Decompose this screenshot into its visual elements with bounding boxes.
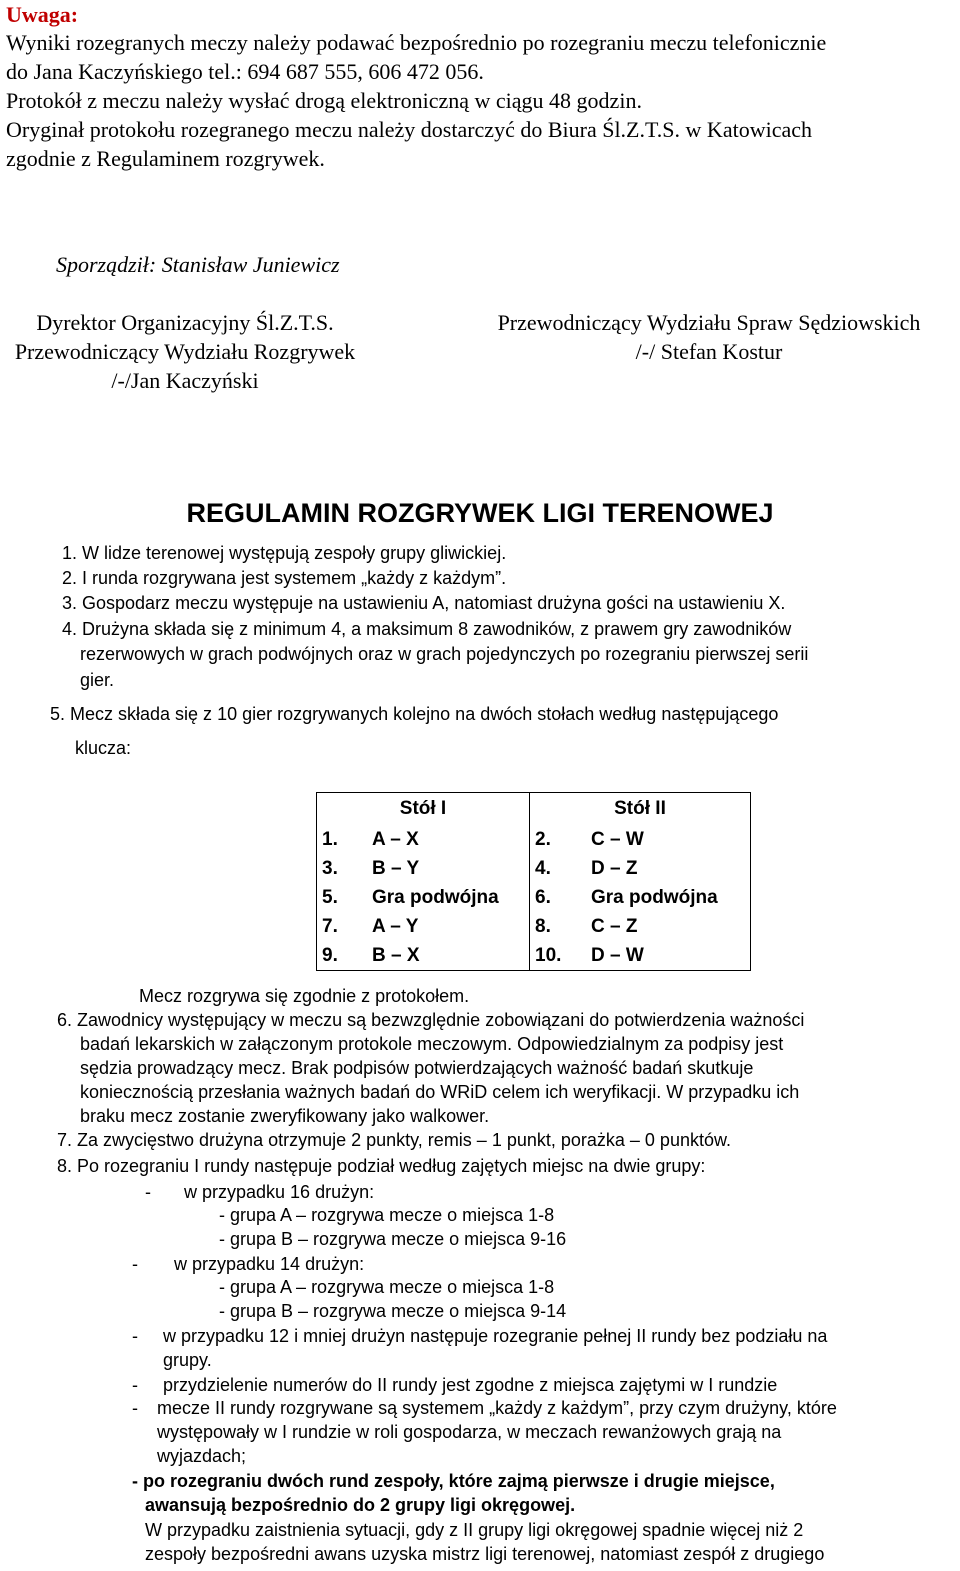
list-subitem: - grupa A – rozgrywa mecze o miejsca 1-8 xyxy=(219,1205,555,1225)
game-number: 5. xyxy=(322,886,338,908)
list-dash: - xyxy=(132,1254,138,1274)
rule-6-cont: braku mecz zostanie zweryfikowany jako walkower. xyxy=(80,1106,490,1126)
notice-line: zgodnie z Regulaminem rozgrywek. xyxy=(6,146,325,171)
table-header-stol-2: Stół II xyxy=(530,793,751,826)
notice-line: Oryginał protokołu rozegranego meczu należy dostarczyć do Biura Śl.Z.T.S. w Katowicach xyxy=(6,117,812,142)
rule-6-cont: badań lekarskich w załączonym protokole meczowym. Odpowiedzialnym za podpisy jest xyxy=(80,1034,784,1054)
table-row xyxy=(317,941,751,971)
table-row xyxy=(317,825,751,854)
signature-line: Dyrektor Organizacyjny Śl.Z.T.S. xyxy=(36,310,334,335)
rule-4-cont: rezerwowych w grach podwójnych oraz w grach pojedynczych po rozegraniu pierwszej serii xyxy=(80,644,809,664)
list-dash: - xyxy=(132,1398,138,1418)
final-note: W przypadku zaistnienia sytuacji, gdy z II grupy ligi okręgowej spadnie więcej niż 2 xyxy=(145,1520,804,1540)
list-item: w przypadku 14 drużyn: xyxy=(174,1254,365,1274)
list-item: mecze II rundy rozgrywane są systemem „każdy z każdym”, przy czym drużyny, które xyxy=(157,1398,837,1418)
game-number: 9. xyxy=(322,944,338,966)
game-number: 3. xyxy=(322,857,338,879)
game-number: 8. xyxy=(530,912,587,941)
table-header-row xyxy=(317,793,751,826)
table-header-stol-1: Stół I xyxy=(399,798,447,819)
game-pairing: D – W xyxy=(591,944,644,966)
game-pairing: A – X xyxy=(372,828,419,850)
signature-line: /-/ Stefan Kostur xyxy=(635,339,783,364)
game-pairing: Gra podwójna xyxy=(591,886,718,908)
list-item: w przypadku 12 i mniej drużyn następuje rozegranie pełnej II rundy bez podziału na xyxy=(163,1326,828,1346)
list-item-cont: wyjazdach; xyxy=(157,1446,247,1466)
game-key-table xyxy=(316,792,751,971)
promotion-rule-cont: awansują bezpośrednio do 2 grupy ligi okręgowej. xyxy=(145,1495,576,1515)
rule-6: 6. Zawodnicy występujący w meczu są bezwzględnie zobowiązani do potwierdzenia ważności xyxy=(57,1010,805,1030)
signature-line: Przewodniczący Wydziału Rozgrywek xyxy=(14,339,356,364)
notice-line: Wyniki rozegranych meczy należy podawać bezpośrednio po rozegraniu meczu telefonicznie xyxy=(6,30,827,55)
rule-2: 2. I runda rozgrywana jest systemem „każdy z każdym”. xyxy=(62,568,507,588)
game-number: 2. xyxy=(530,825,587,854)
table-row xyxy=(317,854,751,883)
rule-5: 5. Mecz składa się z 10 gier rozgrywanych kolejno na dwóch stołach według następującego xyxy=(50,704,779,724)
game-number: 4. xyxy=(530,854,587,883)
regulations-title: REGULAMIN ROZGRYWEK LIGI TERENOWEJ xyxy=(186,498,774,528)
signature-line: Przewodniczący Wydziału Spraw Sędziowskich xyxy=(497,310,921,335)
warning-label: Uwaga: xyxy=(6,2,79,27)
rule-3: 3. Gospodarz meczu występuje na ustawieniu A, natomiast drużyna gości na ustawieniu X. xyxy=(62,593,786,613)
rule-6-cont: sędzia prowadzący mecz. Brak podpisów potwierdzających ważność badań skutkuje xyxy=(80,1058,754,1078)
list-item-cont: występowały w I rundzie w roli gospodarza, w meczach rewanżowych grają na xyxy=(157,1422,782,1442)
notice-line: Protokół z meczu należy wysłać drogą elektroniczną w ciągu 48 godzin. xyxy=(6,88,642,113)
game-pairing: D – Z xyxy=(591,857,638,879)
table-row xyxy=(317,883,751,912)
rule-4-cont: gier. xyxy=(80,670,115,690)
rule-1: 1. W lidze terenowej występują zespoły grupy gliwickiej. xyxy=(62,543,507,563)
game-number: 1. xyxy=(322,828,338,850)
game-pairing: C – W xyxy=(591,828,644,850)
list-subitem: - grupa B – rozgrywa mecze o miejsca 9-14 xyxy=(219,1301,567,1321)
rule-8: 8. Po rozegraniu I rundy następuje podział według zajętych miejsc na dwie grupy: xyxy=(57,1156,706,1176)
rule-4: 4. Drużyna składa się z minimum 4, a maksimum 8 zawodników, z prawem gry zawodników xyxy=(62,619,792,639)
notice-line: do Jana Kaczyńskiego tel.: 694 687 555, 606 472 056. xyxy=(6,59,484,84)
left-signature xyxy=(0,308,370,395)
final-note-cont: zespoły bezpośredni awans uzyska mistrz ligi terenowej, natomiast zespół z drugiego xyxy=(145,1544,825,1564)
rule-6-cont: koniecznością przesłania ważnych badań do WRiD celem ich weryfikacji. W przypadku ich xyxy=(80,1082,800,1102)
signature-line: /-/Jan Kaczyński xyxy=(111,368,259,393)
table-row xyxy=(317,912,751,941)
list-dash: - xyxy=(145,1182,151,1202)
game-pairing: B – X xyxy=(372,944,420,966)
list-item-cont: grupy. xyxy=(163,1350,212,1370)
list-subitem: - grupa B – rozgrywa mecze o miejsca 9-16 xyxy=(219,1229,567,1249)
game-pairing: B – Y xyxy=(372,857,420,879)
right-signature xyxy=(458,308,960,366)
rule-7: 7. Za zwycięstwo drużyna otrzymuje 2 punkty, remis – 1 punkt, porażka – 0 punktów. xyxy=(57,1130,731,1150)
list-dash: - xyxy=(132,1326,138,1346)
game-number: 7. xyxy=(322,915,338,937)
game-pairing: A – Y xyxy=(372,915,419,937)
game-number: 10. xyxy=(530,941,587,971)
game-pairing: Gra podwójna xyxy=(372,886,499,908)
game-pairing: C – Z xyxy=(591,915,638,937)
rule-5-cont: klucza: xyxy=(75,738,132,758)
list-dash: - xyxy=(132,1375,138,1395)
list-subitem: - grupa A – rozgrywa mecze o miejsca 1-8 xyxy=(219,1277,555,1297)
after-table-note: Mecz rozgrywa się zgodnie z protokołem. xyxy=(139,986,470,1006)
promotion-rule: - po rozegraniu dwóch rund zespoły, które zajmą pierwsze i drugie miejsce, xyxy=(132,1471,775,1491)
list-item: w przypadku 16 drużyn: xyxy=(184,1182,375,1202)
game-number: 6. xyxy=(530,883,587,912)
list-item: przydzielenie numerów do II rundy jest zgodne z miejsca zajętymi w I rundzie xyxy=(163,1375,778,1395)
prepared-by: Sporządził: Stanisław Juniewicz xyxy=(56,252,340,277)
